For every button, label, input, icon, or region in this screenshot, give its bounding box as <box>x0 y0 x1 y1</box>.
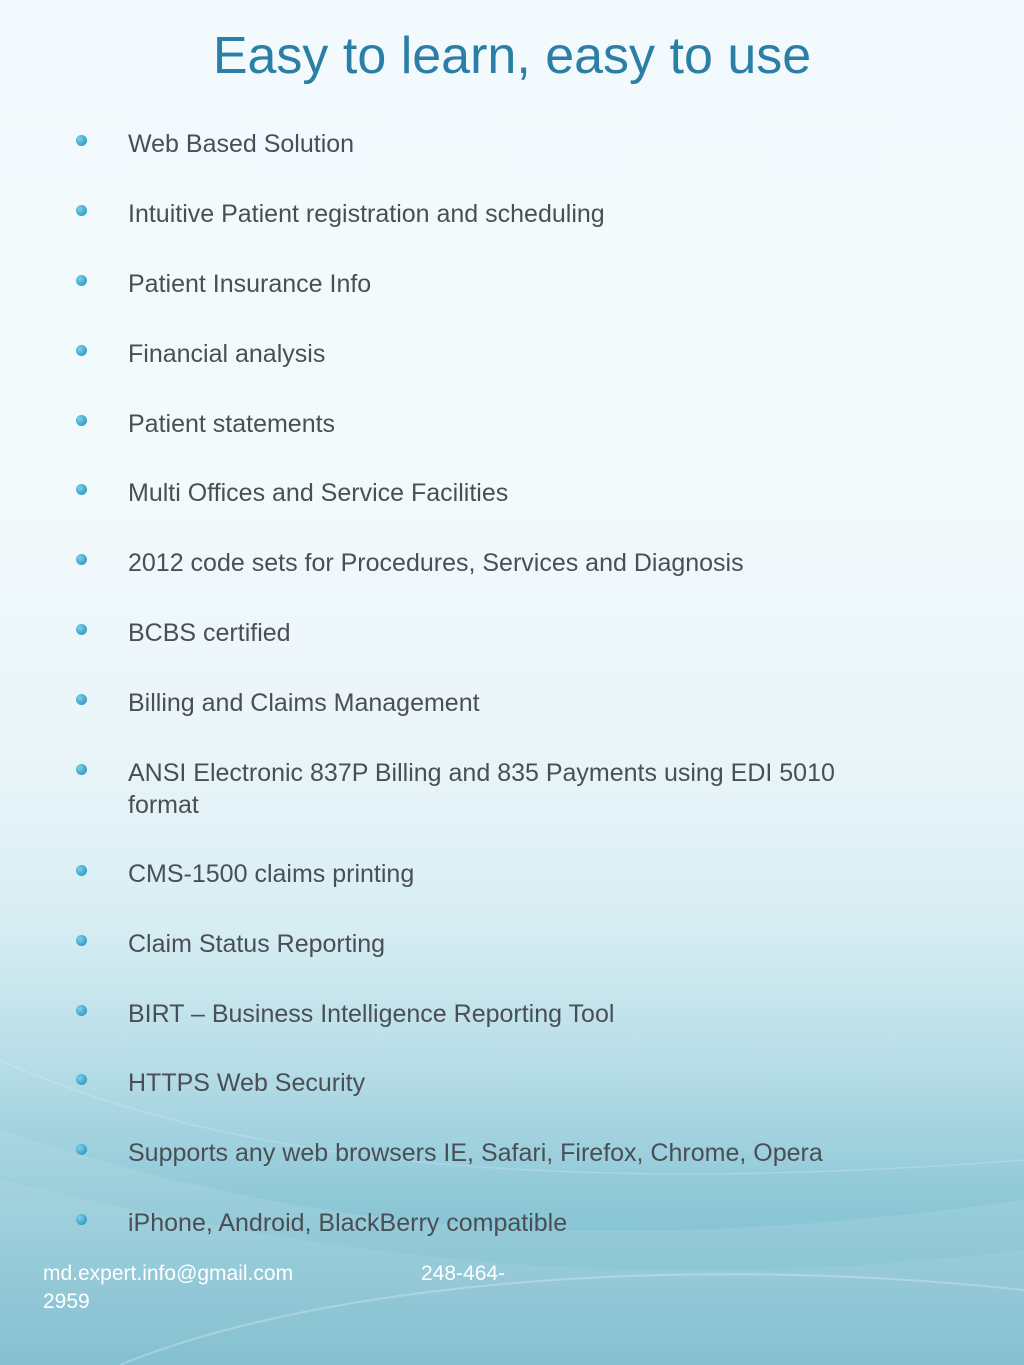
list-item-text: Web Based Solution <box>128 130 355 158</box>
bullet-dot-icon <box>76 1005 87 1016</box>
bullet-dot-icon <box>76 345 87 356</box>
list-item-text: Billing and Claims Management <box>128 689 480 717</box>
bullet-dot-icon <box>76 205 87 216</box>
list-item-text: ANSI Electronic 837P Billing and 835 Payments using EDI 5010 format <box>128 759 835 819</box>
list-item-text: Supports any web browsers IE, Safari, Firefox, Chrome, Opera <box>128 1139 823 1167</box>
bullet-dot-icon <box>76 624 87 635</box>
bullet-dot-icon <box>76 1074 87 1085</box>
bullet-dot-icon <box>76 484 87 495</box>
list-item-text: BIRT – Business Intelligence Reporting Tool <box>128 1000 615 1028</box>
footer-contact <box>43 1260 523 1316</box>
bullet-dot-icon <box>76 694 87 705</box>
contact-phone-part2: 2959 <box>43 1290 90 1313</box>
bullet-dot-icon <box>76 415 87 426</box>
bullet-dot-icon <box>76 275 87 286</box>
bullet-dot-icon <box>76 935 87 946</box>
list-item-text: Patient statements <box>128 410 336 438</box>
bullet-dot-icon <box>76 1214 87 1225</box>
bullet-dot-icon <box>76 135 87 146</box>
list-item-text: Intuitive Patient registration and scheduling <box>128 200 605 228</box>
bullet-dot-icon <box>76 865 87 876</box>
slide-title: Easy to learn, easy to use <box>212 27 812 85</box>
list-item-text: Patient Insurance Info <box>128 270 372 298</box>
contact-phone-part1: 248-464- <box>421 1262 506 1285</box>
list-item-text: Multi Offices and Service Facilities <box>128 479 509 507</box>
list-item-text: 2012 code sets for Procedures, Services and Diagnosis <box>128 549 744 577</box>
list-item-text: Financial analysis <box>128 340 326 368</box>
bullet-dot-icon <box>76 554 87 565</box>
list-item-text: CMS-1500 claims printing <box>128 860 415 888</box>
bullet-dot-icon <box>76 764 87 775</box>
list-item-text: HTTPS Web Security <box>128 1069 366 1097</box>
bullet-dot-icon <box>76 1144 87 1155</box>
contact-email[interactable]: md.expert.info@gmail.com <box>43 1262 294 1285</box>
list-item-text: Claim Status Reporting <box>128 930 386 958</box>
list-item-text: iPhone, Android, BlackBerry compatible <box>128 1209 568 1237</box>
list-item-text: BCBS certified <box>128 619 291 647</box>
